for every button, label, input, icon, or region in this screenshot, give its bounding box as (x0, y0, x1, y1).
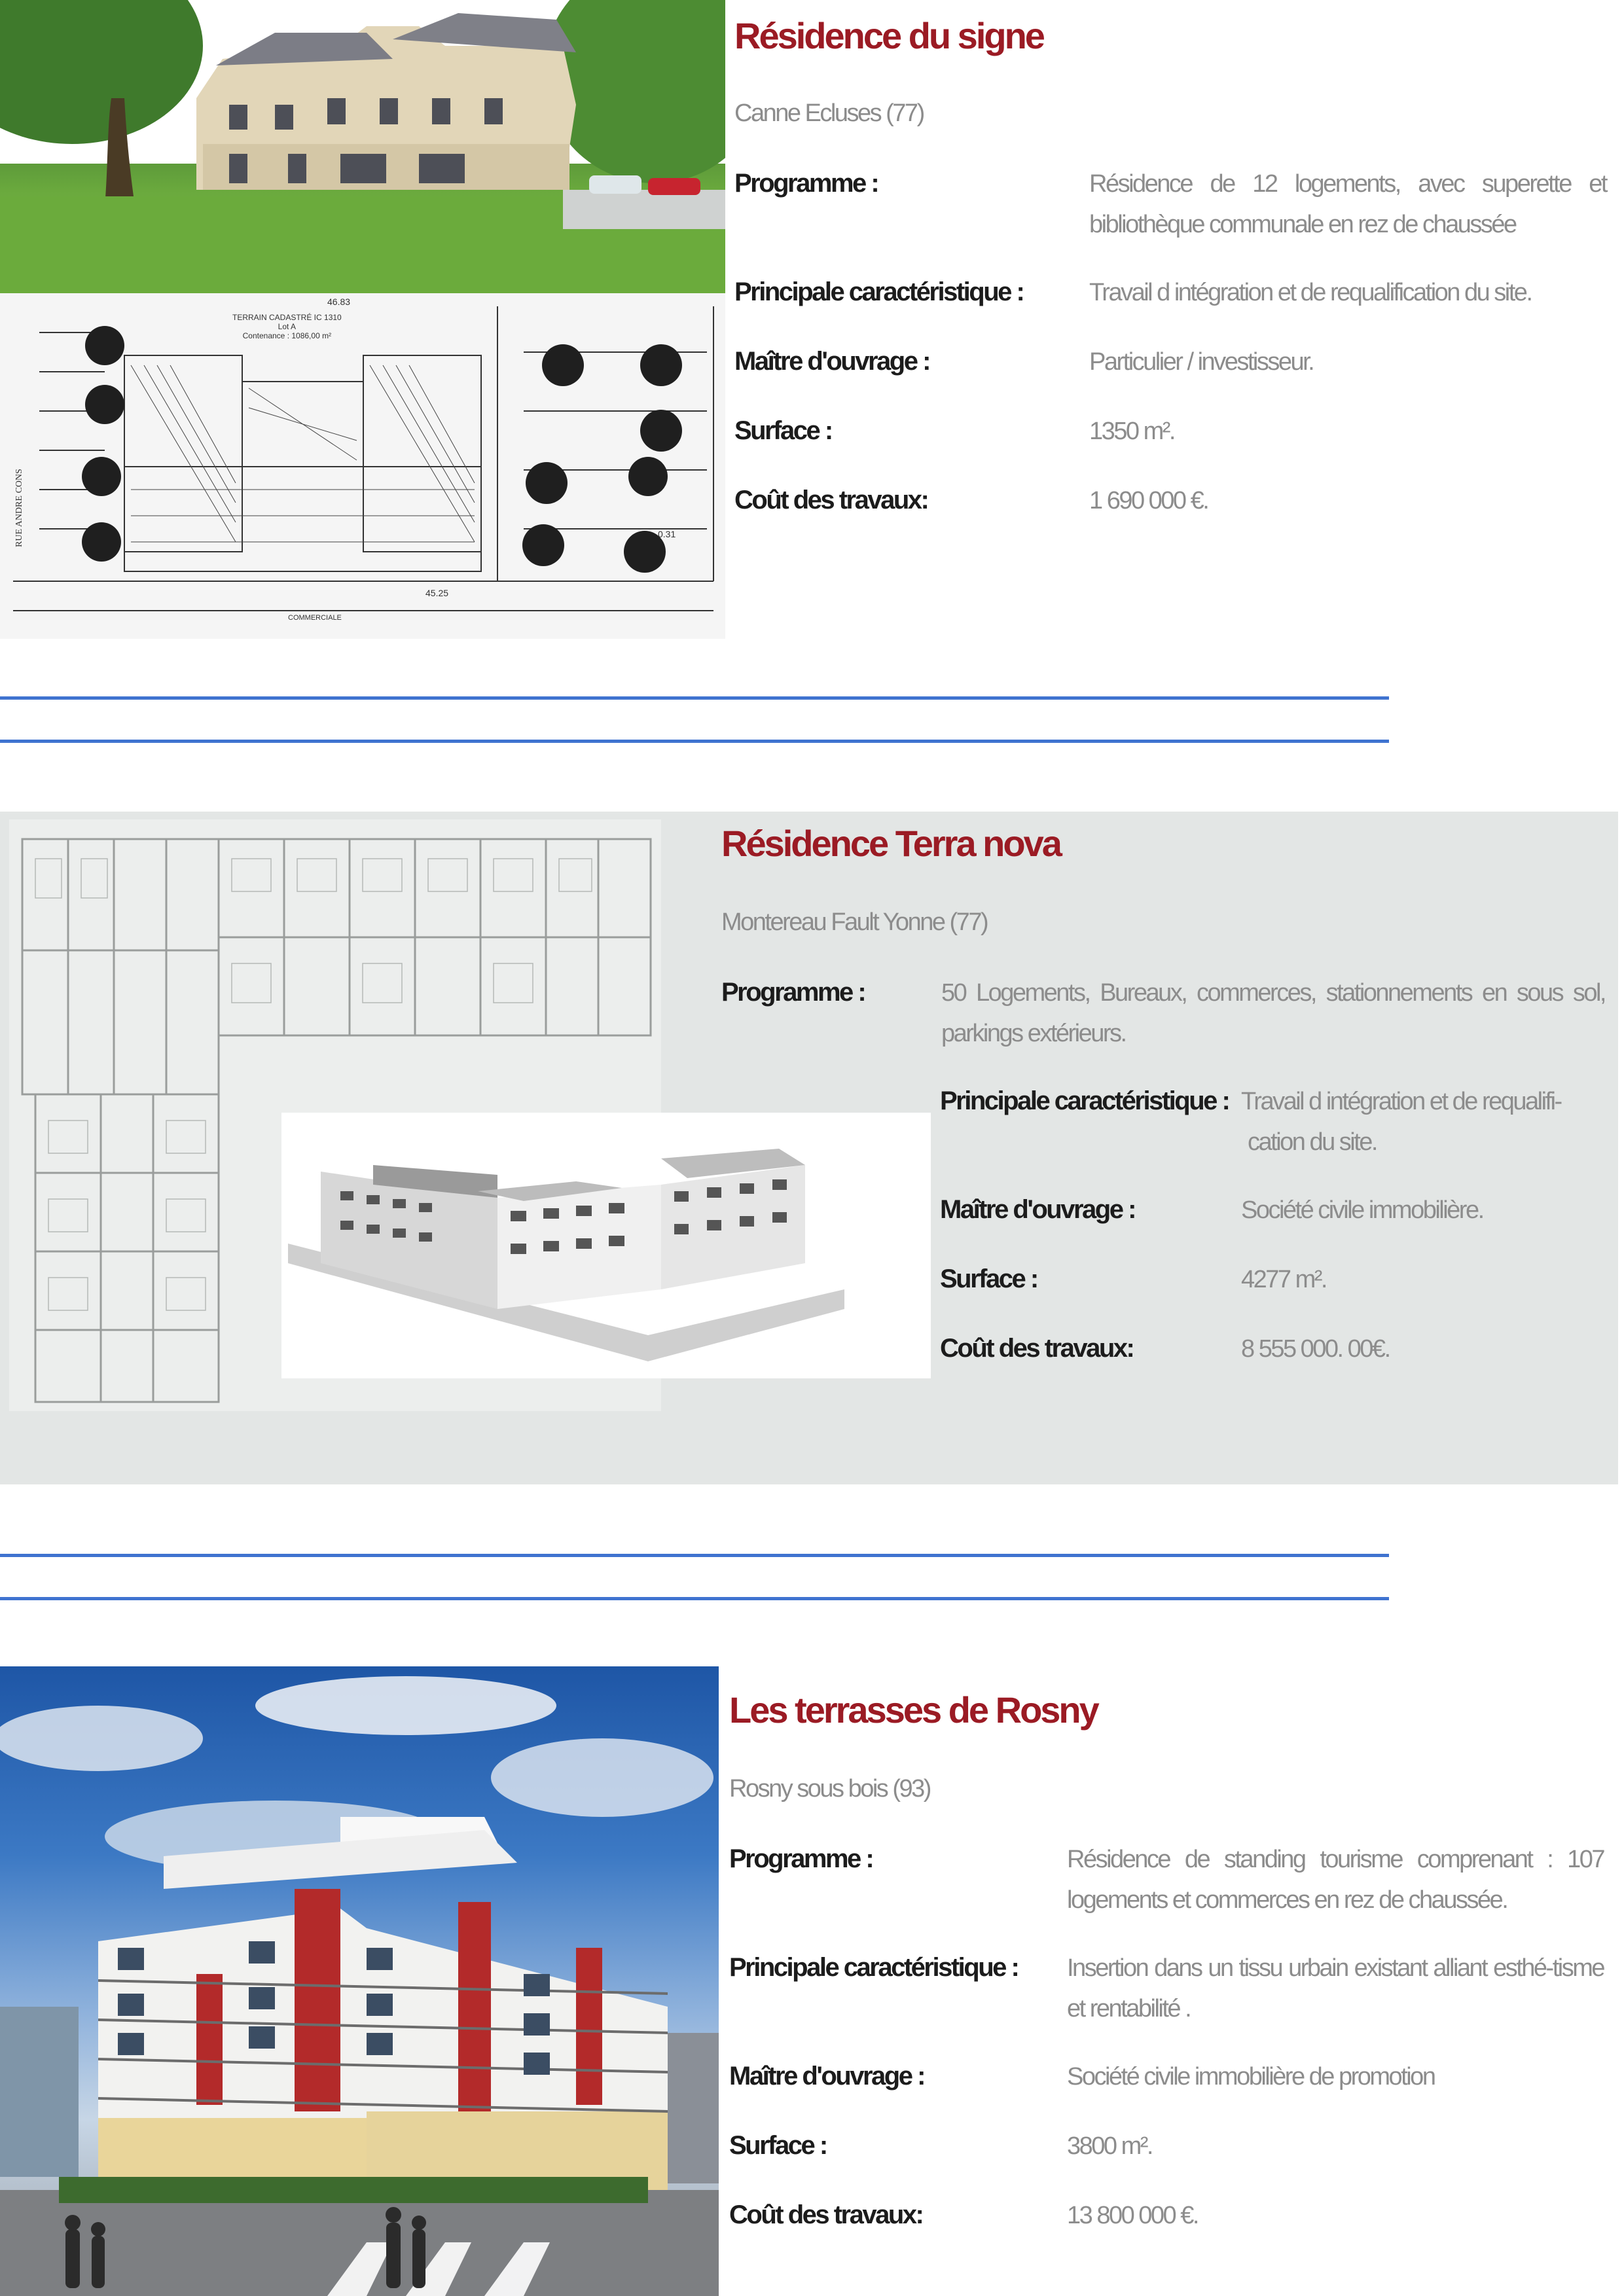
project-2-location: Montereau Fault Yonne (77) (721, 908, 988, 936)
plan-street-label: RUE ANDRE CONS (14, 469, 24, 547)
plan-dim-top: 46.83 (327, 296, 351, 307)
plan-commerce-label: COMMERCIALE (288, 614, 342, 622)
project-1-maitre: Particulier / investisseur. (1089, 348, 1314, 376)
project-2-surface-label: Surface : (940, 1265, 1038, 1293)
project-2-caracteristique-label: Principale caractéristique : (940, 1086, 1229, 1115)
project-3-maitre: Société civile immobilière de promotion (1067, 2063, 1435, 2090)
project-3-surface-label: Surface : (729, 2131, 827, 2160)
plan-dim-bottom: 45.25 (425, 588, 449, 598)
project-1-surface: 1350 m². (1089, 418, 1174, 445)
project-2-surface: 4277 m². (1241, 1266, 1326, 1293)
project-1-programme: Résidence de 12 logements, avec superette et bibliothèque communale en rez de chaussée (1089, 170, 1606, 238)
project-3-caracteristique: Insertion dans un tissu urbain existant alliant esthé-tisme et rentabilité . (1067, 1954, 1604, 2022)
project-3-title: Les terrasses de Rosny (729, 1689, 1098, 1731)
divider-line-1b (0, 740, 1389, 743)
project-1-surface-label: Surface : (734, 416, 832, 445)
project-3-caracteristique-label: Principale caractéristique : (729, 1953, 1019, 1982)
residence-signe-photo (0, 0, 725, 293)
project-3-programme-label: Programme : (729, 1844, 873, 1873)
project-1-programme-label: Programme : (734, 169, 878, 198)
project-3-cout-label: Coût des travaux: (729, 2200, 923, 2229)
divider-line-2a (0, 1554, 1389, 1557)
project-2-cout-label: Coût des travaux: (940, 1334, 1134, 1363)
project-2-caracteristique-line2: cation du site. (1248, 1128, 1377, 1156)
plan-lot-label: Lot A (278, 322, 297, 331)
terrasses-rosny-render (0, 1666, 719, 2296)
project-2-maitre: Société civile immobilière. (1241, 1196, 1483, 1224)
plan-contenance-label: Contenance : 1086,00 m² (242, 331, 332, 340)
plan-terrain-label: TERRAIN CADASTRÉ IC 1310 (232, 313, 342, 322)
project-1-cout-label: Coût des travaux: (734, 486, 928, 514)
project-3-location: Rosny sous bois (93) (729, 1775, 930, 1803)
divider-line-1a (0, 696, 1389, 700)
project-1-caracteristique-label: Principale caractéristique : (734, 278, 1024, 306)
project-3-surface: 3800 m². (1067, 2132, 1152, 2160)
plan-dim-right: 0.31 (658, 529, 676, 539)
project-2-caracteristique-line1: Travail d intégration et de requalifi- (1241, 1088, 1561, 1115)
project-3-maitre-label: Maître d'ouvrage : (729, 2062, 924, 2090)
project-2-title: Résidence Terra nova (721, 823, 1060, 864)
project-1-cout: 1 690 000 €. (1089, 487, 1208, 514)
project-2-programme-label: Programme : (721, 978, 865, 1007)
project-1-title: Résidence du signe (734, 15, 1043, 56)
project-1-caracteristique: Travail d intégration et de requalification du site. (1089, 279, 1532, 306)
project-2-programme: 50 Logements, Bureaux, commerces, stationnements en sous sol, parkings extérieurs. (941, 979, 1605, 1047)
project-3-cout: 13 800 000 €. (1067, 2202, 1198, 2229)
project-1-location: Canne Ecluses (77) (734, 99, 924, 127)
project-1-maitre-label: Maître d'ouvrage : (734, 347, 929, 376)
residence-signe-site-plan (0, 293, 725, 639)
project-3-programme: Résidence de standing tourisme comprenant : 107 logements et commerces en rez de chaussée. (1067, 1846, 1604, 1914)
project-2-maitre-label: Maître d'ouvrage : (940, 1195, 1135, 1224)
terra-nova-render (281, 1113, 931, 1378)
divider-line-2b (0, 1597, 1389, 1600)
project-2-cout: 8 555 000. 00€. (1241, 1335, 1390, 1363)
